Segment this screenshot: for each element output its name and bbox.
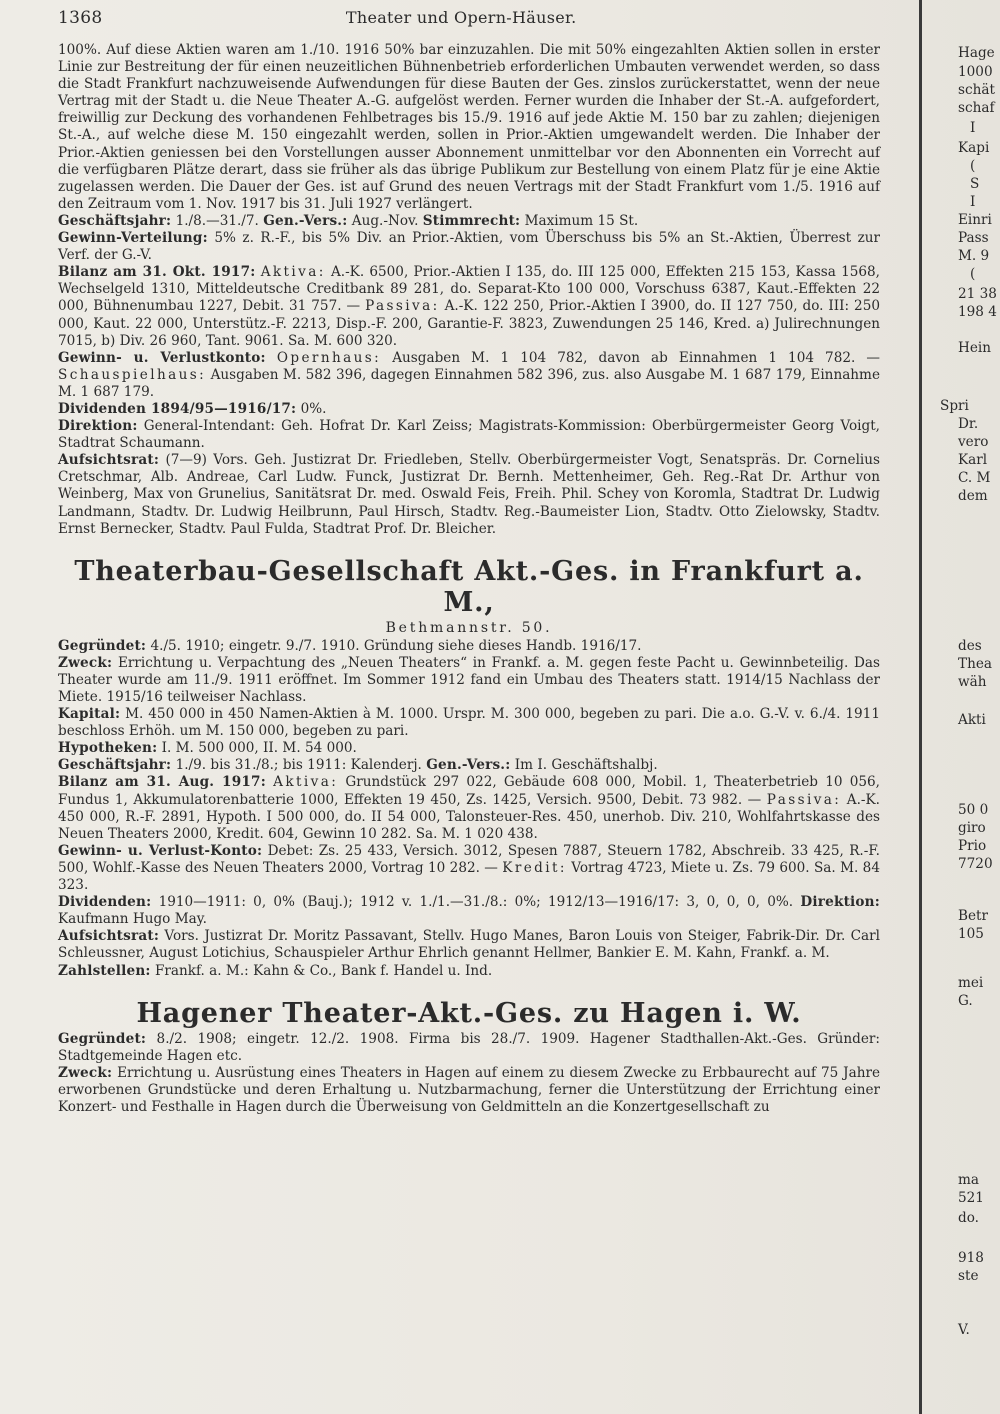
s1-opernhaus: Ausgaben M. 1 104 782, davon ab Einnahmen 1 104 782. —	[392, 349, 880, 366]
s2-zahlstellen-para	[58, 963, 880, 980]
s1-direktion-para	[58, 418, 880, 452]
main-column	[58, 8, 880, 1116]
s2-direktion: Kaufmann Hugo May.	[58, 911, 207, 928]
right-column-fragment: 918	[958, 1250, 984, 1266]
page-number: 1368	[58, 8, 103, 28]
s2-geschaeftsjahr-label: Geschäftsjahr:	[58, 757, 172, 774]
s2-gegruendet-para	[58, 638, 880, 655]
s1-gewinn-label: Gewinn-Verteilung:	[58, 230, 208, 247]
s1-gewinn: 5% z. R.-F., bis 5% Div. an Prior.-Aktien, vom Überschuss bis 5% an St.-Aktien, Überrest zur Verf. der G.-V.	[58, 230, 880, 264]
s1-stimmrecht-label: Stimmrecht:	[422, 212, 521, 229]
s2-kapital-para	[58, 706, 880, 740]
s1-genvers: Aug.-Nov.	[351, 212, 419, 229]
s2-direktion-label: Direktion:	[800, 894, 880, 911]
right-column-fragment: 105	[958, 926, 984, 942]
right-column-fragment: 7720	[958, 856, 993, 872]
right-column-fragment: schät	[958, 82, 995, 98]
s3-title: Hagener Theater-Akt.-Ges. zu Hagen i. W.	[136, 997, 802, 1029]
s1-bilanz-label: Bilanz am 31. Okt. 1917:	[58, 264, 256, 281]
s2-passiva: A.-K. 450 000, R.-F. 2891, Hypoth. I 500 000, do. II 54 000, Talonsteuer-Res. 450, unerhob. Div. 210, Wohlfahrtskasse des Neuen Theaters 2000, Kredit. 604, Gewinn 10 282. Sa. M. 1 020 438.	[58, 791, 880, 842]
s1-aufsichtsrat-para	[58, 452, 880, 537]
s2-zahlstellen: Frankf. a. M.: Kahn & Co., Bank f. Handel u. Ind.	[154, 962, 493, 979]
s1-aufsichtsrat: (7—9) Vors. Geh. Justizrat Dr. Friedleben, Stellv. Oberbürgermeister Vogt, Senatspräs. Dr. Cornelius Cretschmar, Alb. Andreae, Carl Ludw. Funck, Justizrat Dr. Bernh. Mettenheimer, Geh. Reg.-Rat Dr. Arthur von Weinberg, Max von Grunelius, Sanitätsrat Dr. med. Oswald Feis, Freih. Phil. Schey von Koromla, Stadtrat Dr. Ludwig Landmann, Stadtv. Dr. Ludwig Heilbrunn, Paul Hirsch, Stadtv. Reg.-Baumeister Lion, Stadtv. Otto Zielowsky, Stadtv. Ernst Bernecker, Stadtv. Paul Fulda, Stadtrat Prof. Dr. Bleicher.	[58, 452, 880, 537]
s1-guv-para	[58, 350, 880, 401]
right-column-fragment: (	[970, 158, 976, 174]
s2-zweck-para	[58, 655, 880, 706]
s2-zweck: Errichtung u. Verpachtung des „Neuen Theaters“ in Frankf. a. M. gegen feste Pacht u. Gewinnbeteilig. Das Theater wurde am 11./9. 1911 eröffnet. Im Sommer 1912 fand ein Umbau des Theaters statt. 1914/15 Nachlass der Miete. 1915/16 teilweiser Nachlass.	[58, 654, 880, 705]
right-column-fragment: I	[970, 194, 976, 210]
s3-gegruendet-label: Gegründet:	[58, 1030, 147, 1047]
s1-bilanz-para	[58, 264, 880, 349]
right-column-fragment: Hage	[958, 45, 995, 61]
right-column-fragment: Betr	[958, 908, 988, 924]
s2-aktiva: Grundstück 297 022, Gebäude 608 000, Mobil. 1, Theaterbetrieb 10 056, Fundus 1, Akkumulatorenbatterie 1000, Effekten 19 450, Zs. 1425, Versich. 9500, Debit. 73 982. —	[58, 774, 881, 808]
s1-direktion-label: Direktion:	[58, 418, 138, 435]
s2-aufsichtsrat-para	[58, 928, 880, 962]
s2-kapital: M. 450 000 in 450 Namen-Aktien à M. 1000. Urspr. M. 300 000, begeben zu pari. Die a.o. G.-V. v. 6./4. 1911 beschloss Erhöh. um M. 150 000, begeben zu pari.	[58, 706, 880, 740]
s2-guv-para	[58, 843, 880, 894]
right-column-fragment: Spri	[940, 398, 969, 414]
column-divider	[919, 0, 922, 1414]
right-column-fragment: wäh	[958, 674, 987, 690]
s3-zweck: Errichtung u. Ausrüstung eines Theaters in Hagen auf einem zu diesem Zwecke zu Erbbaurecht auf 75 Jahre erworbenen Grundstücke und deren Erhaltung u. Nutzbarmachung, ferner die Unterstützung der Errichtung einer Konzert- und Festhalle in Hagen durch die Überweisung von Geldmitteln an die Konzertgesellschaft zu	[58, 1064, 880, 1115]
s1-stimmrecht: Maximum 15 St.	[524, 212, 639, 229]
s1-aktiva-label: Aktiva:	[260, 264, 326, 281]
right-column-fragment: S	[970, 176, 980, 192]
s1-dividenden: 0%.	[300, 400, 327, 417]
s2-genvers-label: Gen.-Vers.:	[426, 757, 511, 774]
running-title: Theater und Opern-Häuser.	[345, 8, 577, 27]
s1-guv-label: Gewinn- u. Verlustkonto:	[58, 349, 266, 366]
s2-kapital-label: Kapital:	[58, 706, 121, 723]
s1-dividenden-para	[58, 401, 880, 418]
right-column-fragment: Akti	[958, 712, 986, 728]
right-column-fragment: Einri	[958, 212, 992, 228]
s1-opernhaus-label: Opernhaus:	[276, 349, 382, 366]
s3-zweck-para	[58, 1065, 880, 1116]
right-column-fragment: giro	[958, 820, 986, 836]
s2-aktiva-label: Aktiva:	[273, 774, 339, 791]
s2-title: Theaterbau-Gesellschaft Akt.-Ges. in Frankfurt a. M.,	[74, 555, 864, 618]
s1-passiva-label: Passiva:	[365, 298, 440, 315]
right-column-fragment: Thea	[958, 656, 992, 672]
page-header	[58, 8, 880, 42]
right-column-fragment: (	[970, 266, 976, 282]
s1-aktiva: A.-K. 6500, Prior.-Aktien I 135, do. III 125 000, Effekten 215 153, Kassa 1568, Wechselgeld 1310, Mitteldeutsche Creditbank 89 281, do. Separat-Kto 100 000, Vorschuss 6387, Kaut.-Effekten 22 000, Bühnenumbau 1227, Debit. 31 757. —	[58, 264, 880, 315]
right-column-fragment: des	[958, 638, 982, 654]
right-column-fragment: Prio	[958, 838, 987, 854]
s1-schauspielhaus: Ausgaben M. 582 396, dagegen Einnahmen 582 396, zus. also Ausgabe M. 1 687 179, Einnahme M. 1 687 179.	[58, 366, 880, 400]
s1-passiva: A.-K. 122 250, Prior.-Aktien I 3900, do. II 127 750, do. III: 250 000, Kaut. 22 000, Unterstütz.-F. 2213, Disp.-F. 200, Garantie-F. 3823, Zuwendungen 25 146, Kred. a) Julirechnungen 7015, b) Div. 26 960, Tant. 9061. Sa. M. 600 320.	[58, 298, 881, 349]
right-column-fragment: I	[970, 120, 976, 136]
s2-aufsichtsrat-label: Aufsichtsrat:	[58, 928, 160, 945]
s2-hypotheken-para	[58, 740, 880, 757]
s2-zweck-label: Zweck:	[58, 654, 113, 671]
s2-dividenden-para	[58, 894, 880, 928]
s1-geschaeftsjahr-label: Geschäftsjahr:	[58, 212, 172, 229]
right-column-fragment: dem	[958, 488, 988, 504]
right-column-fragment: mei	[958, 975, 984, 991]
s2-genvers: Im I. Geschäftshalbj.	[514, 757, 658, 774]
right-column-fragment: schaf	[958, 100, 995, 116]
s1-geschaeftsjahr: 1./8.—31./7.	[175, 212, 259, 229]
s1-direktion: General-Intendant: Geh. Hofrat Dr. Karl Zeiss; Magistrats-Kommission: Oberbürgermeister Georg Voigt, Stadtrat Schaumann.	[58, 418, 880, 452]
right-column-fragment: 50 0	[958, 802, 989, 818]
right-column-fragment: 21 38	[958, 286, 997, 302]
s1-aufsichtsrat-label: Aufsichtsrat:	[58, 452, 160, 469]
right-column-fragment: G.	[958, 993, 973, 1009]
right-column-fragment: 521	[958, 1190, 984, 1206]
s1-fiscal-line	[58, 213, 880, 230]
right-column-fragment: Hein	[958, 340, 992, 356]
s3-gegruendet: 8./2. 1908; eingetr. 12./2. 1908. Firma bis 28./7. 1909. Hagener Stadthallen-Akt.-Ges. Gründer: Stadtgemeinde Hagen etc.	[58, 1030, 880, 1064]
s2-zahlstellen-label: Zahlstellen:	[58, 962, 151, 979]
s2-bilanz-label: Bilanz am 31. Aug. 1917:	[58, 774, 266, 791]
right-column-fragment: Kapi	[958, 140, 990, 156]
s2-kredit-label: Kredit:	[502, 859, 567, 876]
right-column-fragment: V.	[958, 1322, 970, 1338]
right-column-fragment: C. M	[958, 470, 991, 486]
s2-hypotheken: I. M. 500 000, II. M. 54 000.	[161, 740, 357, 757]
s2-geschaeftsjahr: 1./9. bis 31./8.; bis 1911: Kalenderj.	[175, 757, 422, 774]
s1-dividenden-label: Dividenden 1894/95—1916/17:	[58, 400, 297, 417]
s2-hypotheken-label: Hypotheken:	[58, 740, 158, 757]
s2-address: Bethmannstr. 50.	[385, 619, 553, 636]
s2-debet: Zs. 25 433, Versich. 3012, Spesen 7887, Steuern 1782, Abschreib. 33 425, R.-F. 500, Wohlf.-Kasse des Neuen Theaters 2000, Vortrag 10 282. —	[58, 842, 880, 876]
s2-debet-label: Debet:	[267, 842, 314, 859]
s2-fiscal-para	[58, 757, 880, 774]
right-column-fragment: M. 9	[958, 248, 990, 264]
right-column-fragment: Dr.	[958, 416, 979, 432]
s2-gegruendet-label: Gegründet:	[58, 637, 147, 654]
s1-gewinn-para	[58, 230, 880, 264]
right-column-fragment: vero	[958, 434, 989, 450]
right-column-fragment: do.	[958, 1210, 979, 1226]
s3-zweck-label: Zweck:	[58, 1064, 113, 1081]
s2-aufsichtsrat: Vors. Justizrat Dr. Moritz Passavant, Stellv. Hugo Manes, Baron Louis von Steiger, Fabrik-Dir. Dr. Carl Schleussner, August Lotichius, Schauspieler Arthur Ehrlich genannt Hellmer, Bankier E. M. Kahn, Frankf. a. M.	[58, 928, 880, 962]
s2-gegruendet: 4./5. 1910; eingetr. 9./7. 1910. Gründung siehe dieses Handb. 1916/17.	[150, 637, 642, 654]
s2-passiva-label: Passiva:	[766, 791, 842, 808]
s2-guv-label: Gewinn- u. Verlust-Konto:	[58, 842, 263, 859]
s2-kredit: Vortrag 4723, Miete u. Zs. 79 600. Sa. M. 84 323.	[58, 859, 880, 894]
s2-bilanz-para	[58, 774, 880, 842]
intro-paragraph: 100%. Auf diese Aktien waren am 1./10. 1916 50% bar einzuzahlen. Die mit 50% eingezahlten Aktien sollen in erster Linie zur Bestreitung der für einen neuzeitlichen Bühnenbetrieb erforderlichen Umbauten verwendet werden, so dass die Stadt Frankfurt nachzuweisende Aufwendungen für diese Bauten der Ges. zinslos zurückerstattet, wenn der neue Vertrag mit der Stadt u. die Neue Theater A.-G. aufgelöst werden. Ferner wurden die Inhaber der St.-A. aufgefordert, freiwillig zur Deckung des vorhandenen Fehlbetrages bis 15./9. 1916 auf jede Aktie M. 150 bar zu zahlen; diejenigen St.-A., auf welche diese M. 150 eingezahlt werden, sollen in Prior.-Aktien umgewandelt werden. Die Inhaber der Prior.-Aktien geniessen bei den Vorstellungen ausser Abonnement unmittelbar vor den Abonnenten ein Vorrecht auf die verfügbaren Plätze derart, dass sie früher als das übrige Publikum zur Bestellung von einem Platz für je eine Aktie zugelassen werden. Die Dauer der Ges. ist auf Grund des neuen Vertrags mit der Stadt Frankfurt vom 1./5. 1916 auf den Zeitraum vom 1. Nov. 1917 bis 31. Juli 1927 verlängert.	[58, 42, 880, 212]
right-column-fragment: Karl	[958, 452, 988, 468]
right-column-fragment: 198 4	[958, 304, 997, 320]
right-column-fragments	[930, 40, 1000, 1414]
s2-dividenden: 1910—1911: 0, 0% (Bauj.); 1912 v. 1./1.—31./8.: 0%; 1912/13—1916/17: 3, 0, 0, 0, 0%.	[158, 894, 794, 911]
right-column-fragment: ste	[958, 1268, 979, 1284]
right-column-fragment: 1000	[958, 64, 993, 80]
right-column-fragment: ma	[958, 1172, 979, 1188]
s3-gegruendet-para	[58, 1031, 880, 1065]
s1-genvers-label: Gen.-Vers.:	[263, 212, 348, 229]
s1-schauspielhaus-label: Schauspielhaus:	[58, 366, 207, 383]
right-column-fragment: Pass	[958, 230, 989, 246]
s2-dividenden-label: Dividenden:	[58, 894, 152, 911]
